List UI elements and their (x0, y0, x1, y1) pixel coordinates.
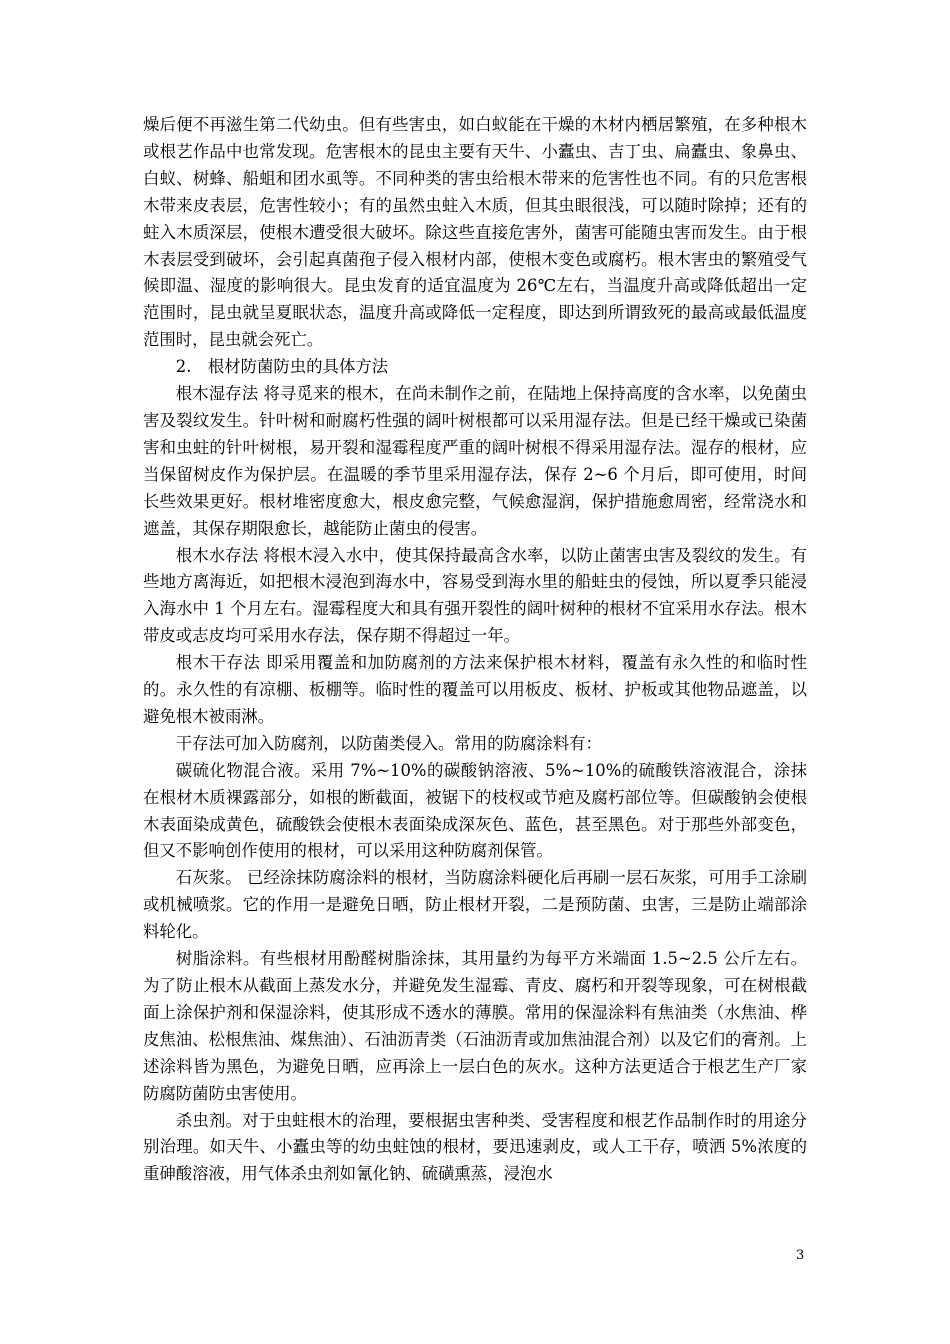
paragraph-water-storage: 根木水存法 将根木浸入水中，使其保持最高含水率，以防止菌害虫害及裂纹的发生。有些地方离海近，如把根木浸泡到海水中，容易受到海水里的船蛀虫的侵蚀，所以夏季只能浸入海水中 1 个月左右。湿霉程度大和具有强开裂性的阔叶树种的根材不宜采用水存法。根木带皮或志皮均可采用水存法，保存期不得超过一年。 (143, 545, 807, 646)
paragraph-resin-coating: 树脂涂料。有些根材用酚醛树脂涂抹，其用量约为每平方米端面 1.5~2.5 公斤左右。为了防止根木从截面上蒸发水分，并避免发生湿霉、青皮、腐朽和开裂等现象，可在树根截面上涂保护剂和保湿涂料，使其形成不透水的薄膜。常用的保湿涂料有焦油类（水焦油、桦皮焦油、松根焦油、煤焦油）、石油沥青类（石油沥青或加焦油混合剂）以及它们的膏剂。上述涂料皆为黑色，为避免日晒，应再涂上一层白色的灰水。这种方法更适合于根艺生产厂家防腐防菌防虫害使用。 (143, 949, 807, 1103)
paragraph-continued: 燥后便不再滋生第二代幼虫。但有些害虫，如白蚁能在干燥的木材内栖居繁殖，在多种根木或根艺作品中也常发现。危害根木的昆虫主要有天牛、小蠹虫、吉丁虫、扁蠹虫、象鼻虫、白蚁、树蜂、船蛆和团水虱等。不同种类的害虫给根木带来的危害性也不同。有的只危害根木带来皮表层，危害性较小；有的虽然虫蛀入木质，但其虫眼很浅，可以随时除掉；还有的蛀入木质深层，使根木遭受很大破坏。除这些直接危害外，菌害可能随虫害而发生。由于根木表层受到破坏，会引起真菌孢子侵入根材内部，使根木变色或腐朽。根木害虫的繁殖受气候即温、湿度的影响很大。昆虫发育的适宜温度为 26℃左右，当温度升高或降低超出一定范围时，昆虫就呈夏眠状态，温度升高或降低一定程度，即达到所谓致死的最高或最低温度范围时，昆虫就会死亡。 (143, 115, 807, 350)
paragraph-preservatives-intro: 干存法可加入防腐剂，以防菌类侵入。常用的防腐涂料有： (175, 733, 602, 753)
page-number: 3 (796, 1248, 805, 1263)
paragraph-carbon-sulfide-mixture: 碳硫化物混合液。采用 7%~10%的碳酸钠溶液、5%~10%的硫酸铁溶液混合，涂抹在根材木质裸露部分，如根的断截面，被锯下的枝杈或节疤及腐朽部位等。但碳酸钠会使根木表面染成黄色，硫酸铁会使根木表面染成深灰色、蓝色，甚至黑色。对于那些外部变色，但又不影响创作使用的根材，可以采用这种防腐剂保管。 (143, 760, 807, 861)
body-text (143, 112, 807, 1188)
paragraph-insecticide: 杀虫剂。对于虫蛀根木的治理，要根据虫害种类、受害程度和根艺作品制作时的用途分别治理。如天牛、小蠹虫等的幼虫蛀蚀的根材，要迅速剥皮，或人工干存，喷洒 5%浓度的重砷酸溶液，用气体杀虫剂如氰化钠、硫磺熏蒸，浸泡水 (143, 1110, 807, 1184)
paragraph-wet-storage: 根木湿存法 将寻觅来的根木，在尚未制作之前，在陆地上保持高度的含水率，以免菌虫害及裂纹发生。针叶树和耐腐朽性强的阔叶树根都可以采用湿存法。但是已经干燥或已染菌害和虫蛀的针叶树根，易开裂和湿霉程度严重的阔叶树根不得采用湿存法。湿存的根材，应当保留树皮作为保护层。在温暖的季节里采用湿存法，保存 2~6 个月后，即可使用，时间长些效果更好。根材堆密度愈大，根皮愈完整，气候愈湿润，保护措施愈周密，经常浇水和遮盖，其保存期限愈长，越能防止菌虫的侵害。 (143, 384, 807, 538)
paragraph-dry-storage: 根木干存法 即采用覆盖和加防腐剂的方法来保护根木材料，覆盖有永久性的和临时性的。永久性的有凉棚、板棚等。临时性的覆盖可以用板皮、板材、护板或其他物品遮盖，以避免根木被雨淋。 (143, 653, 807, 726)
section-heading: 2. 根材防菌防虫的具体方法 (175, 357, 389, 377)
paragraph-lime-slurry: 石灰浆。 已经涂抹防腐涂料的根材，当防腐涂料硬化后再刷一层石灰浆，可用手工涂刷或机械喷浆。它的作用一是避免日晒，防止根材开裂，二是预防菌、虫害，三是防止端部涂料轮化。 (143, 868, 807, 942)
